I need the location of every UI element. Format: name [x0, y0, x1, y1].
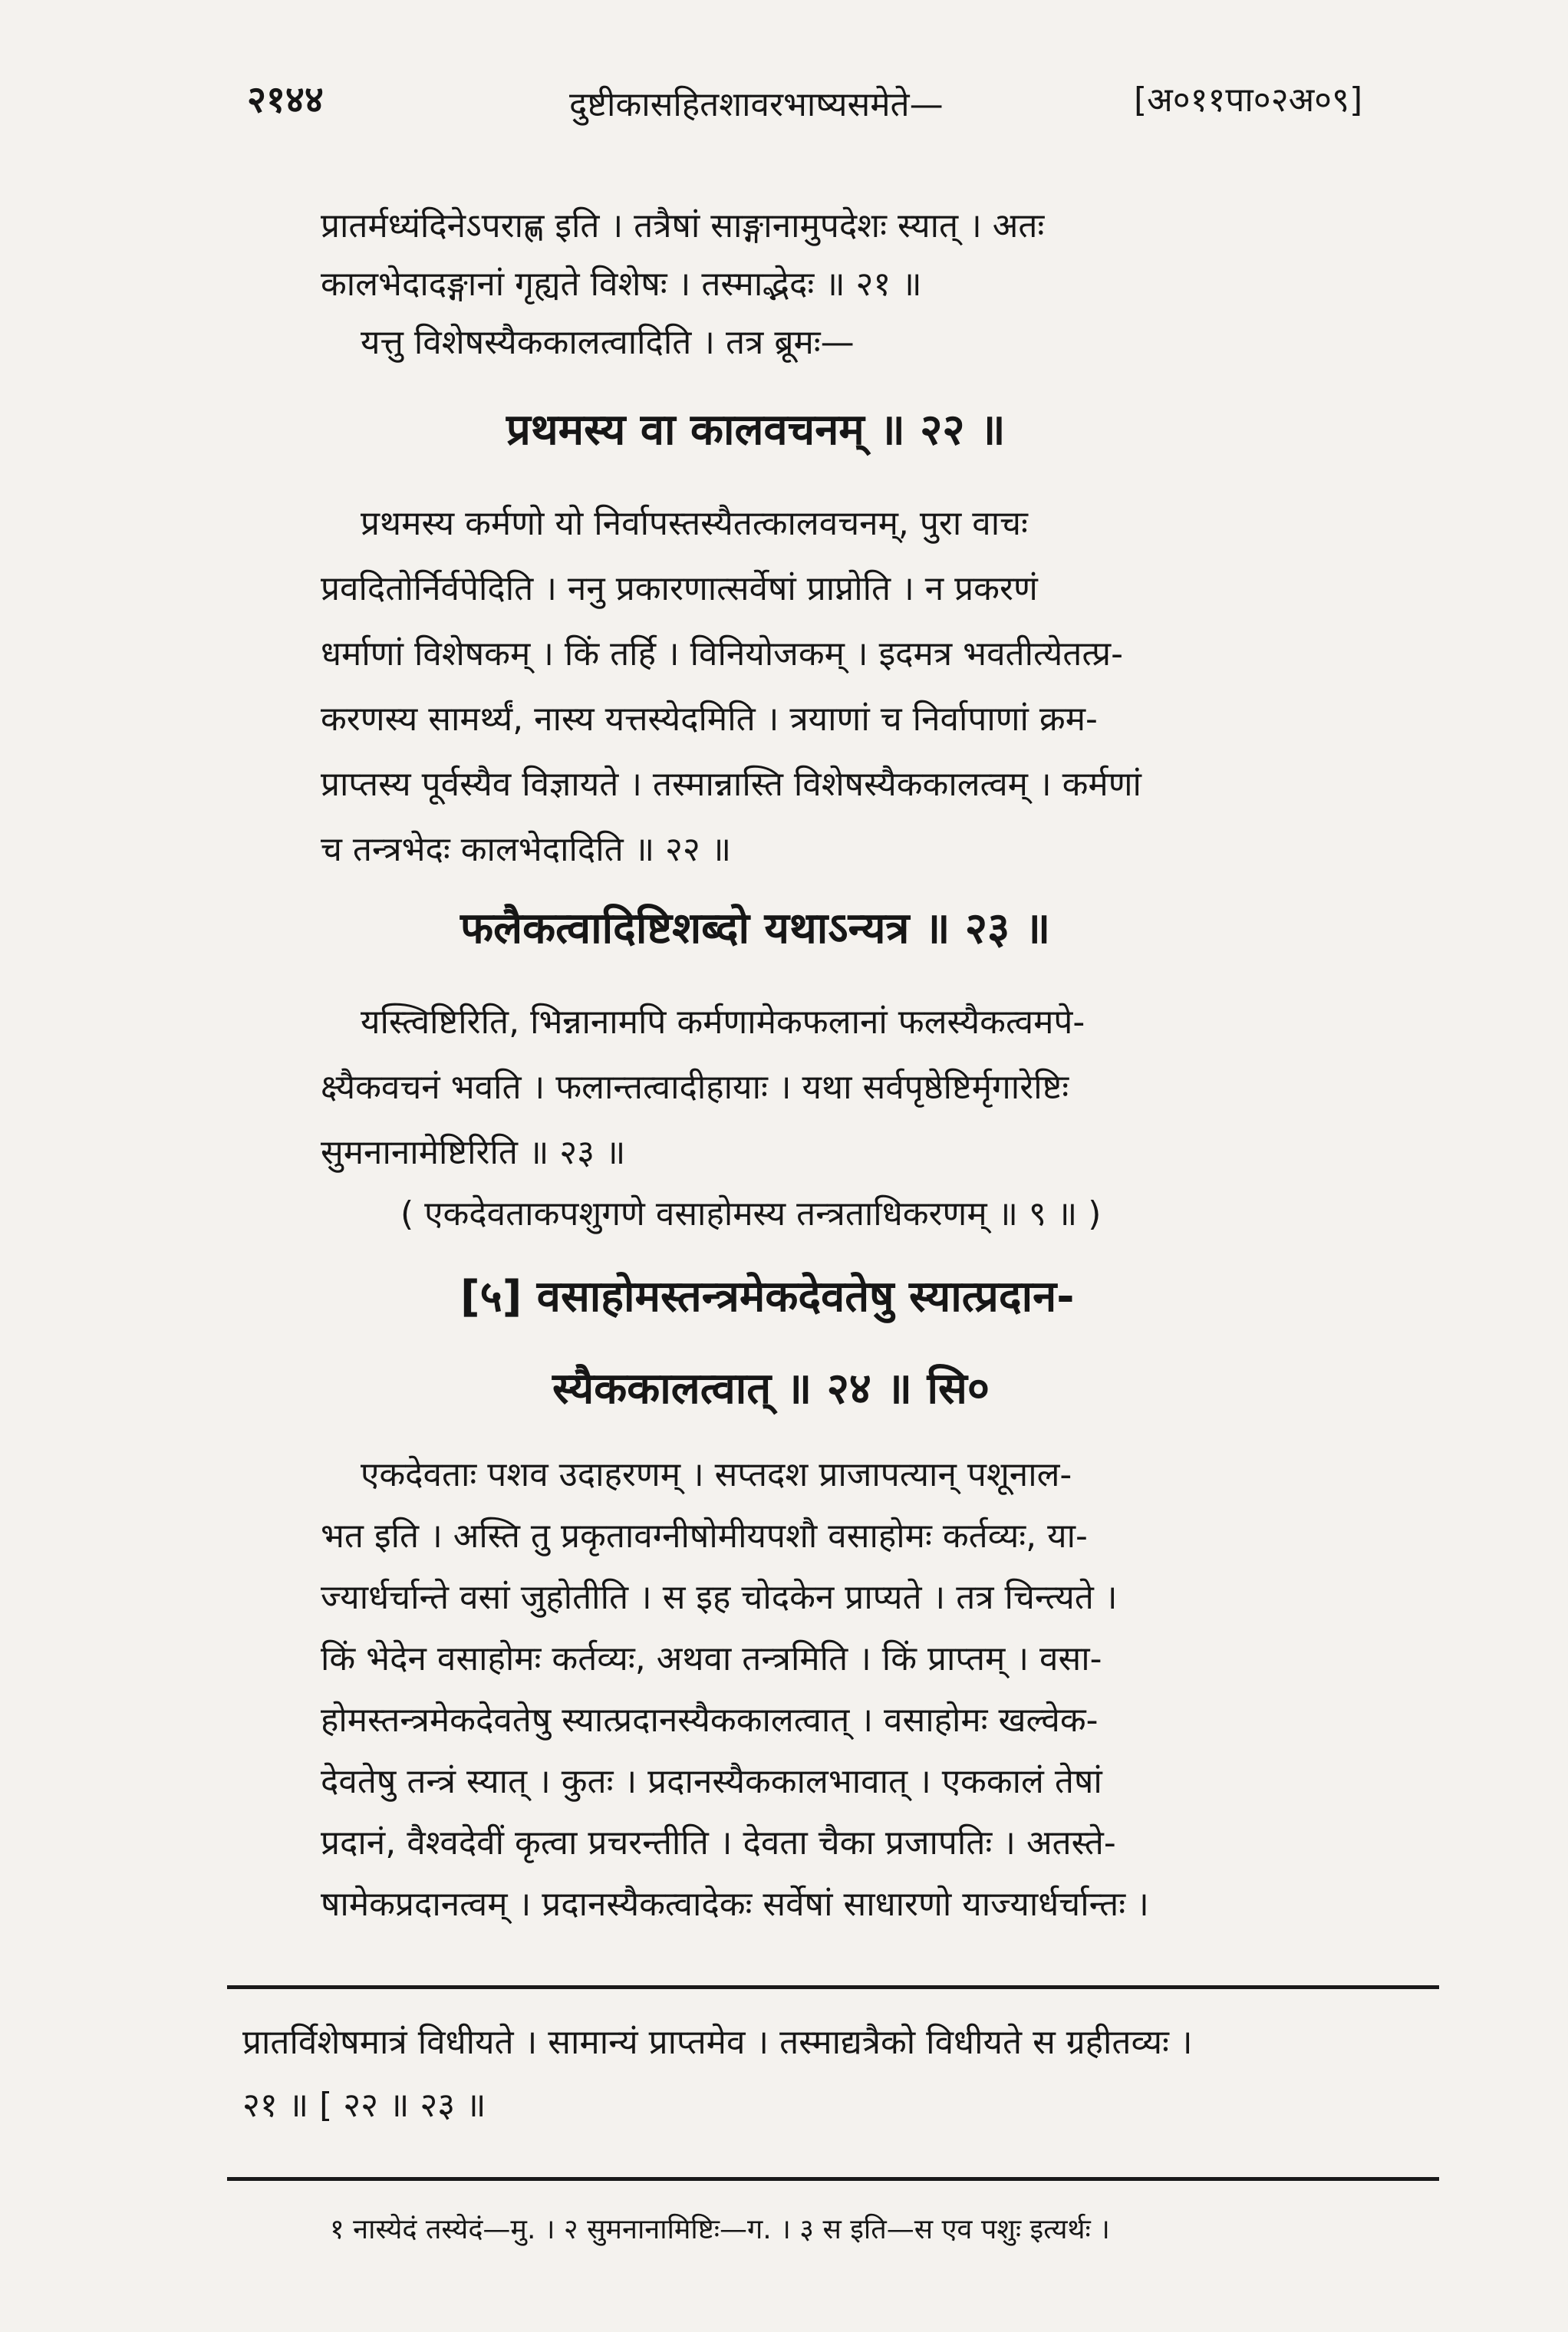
running-title: दुष्टीकासहितशावरभाष्यसमेते—: [569, 85, 944, 124]
text-line: किं भेदेन वसाहोमः कर्तव्यः, अथवा तन्त्रमिति । किं प्राप्तम् । वसा-: [321, 1639, 1102, 1678]
text-line: प्रवदितोर्निर्वपेदिति । ननु प्रकारणात्सर्वेषां प्राप्नोति । न प्रकरणं: [321, 569, 1038, 608]
section-reference: [अ०११पा०२अ०९]: [1134, 81, 1363, 120]
text-line: धर्माणां विशेषकम् । किं तर्हि । विनियोजकम् । इदमत्र भवतीत्येतत्प्र-: [321, 634, 1124, 674]
text-line: प्रातर्मध्यंदिनेऽपराह्ण इति । तत्रैषां साङ्गानामुपदेशः स्यात् । अतः: [321, 206, 1045, 245]
commentary-line: २१ ॥ [ २२ ॥ २३ ॥: [242, 2086, 486, 2125]
text-line: करणस्य सामर्थ्यं, नास्य यत्तस्येदमिति । त्रयाणां च निर्वापाणां क्रम-: [321, 700, 1098, 739]
text-line: प्रदानं, वैश्वदेवीं कृत्वा प्रचरन्तीति । देवता चैका प्रजापतिः । अतस्ते-: [321, 1823, 1116, 1863]
text-line: एकदेवताः पशव उदाहरणम् । सप्तदश प्राजापत्यान् पशूनाल-: [361, 1455, 1072, 1494]
sutra-heading: फलैकत्वादिष्टिशब्दो यथाऽन्यत्र ॥ २३ ॥: [460, 904, 1051, 954]
commentary-line: प्रातर्विशेषमात्रं विधीयते । सामान्यं प्राप्तमेव । तस्माद्यत्रैको विधीयते स ग्रहीतव्यः ।: [242, 2023, 1193, 2062]
text-line: यस्त्विष्टिरिति, भिन्नानामपि कर्मणामेकफलानां फलस्यैकत्वमपे-: [361, 1003, 1085, 1042]
divider: [227, 1985, 1439, 1989]
text-line: होमस्तन्त्रमेकदेवतेषु स्यात्प्रदानस्यैककालत्वात् । वसाहोमः खल्वेक-: [321, 1701, 1099, 1740]
sutra-heading: [५] वसाहोमस्तन्त्रमेकदेवतेषु स्यात्प्रदान-: [460, 1272, 1075, 1322]
footnote: १ नास्येदं तस्येदं—मु. । २ सुमनानामिष्टिः—ग. । ३ स इति—स एव पशुः इत्यर्थः ।: [330, 2214, 1110, 2245]
text-line: प्राप्तस्य पूर्वस्यैव विज्ञायते । तस्मान्नास्ति विशेषस्यैककालत्वम् । कर्मणां: [321, 765, 1141, 804]
text-line: सुमनानामेष्टिरिति ॥ २३ ॥: [321, 1133, 626, 1172]
adhikarana-title: ( एकदेवताकपशुगणे वसाहोमस्य तन्त्रताधिकरणम् ॥ ९ ॥ ): [400, 1194, 1102, 1234]
sutra-heading: प्रथमस्य वा कालवचनम् ॥ २२ ॥: [506, 405, 1006, 455]
text-line: ज्यार्धर्चान्ते वसां जुहोतीति । स इह चोदकेन प्राप्यते । तत्र चिन्त्यते ।: [321, 1578, 1118, 1617]
text-line: क्ष्यैकवचनं भवति । फलान्तत्वादीहायाः । यथा सर्वपृष्ठेष्टिर्मृगारेष्टिः: [321, 1068, 1069, 1107]
divider: [227, 2177, 1439, 2181]
page-number: २१४४: [247, 78, 324, 121]
text-line: षामेकप्रदानत्वम् । प्रदानस्यैकत्वादेकः सर्वेषां साधारणो याज्यार्धर्चान्तः ।: [321, 1885, 1149, 1924]
text-line: देवतेषु तन्त्रं स्यात् । कुतः । प्रदानस्यैककालभावात् । एककालं तेषां: [321, 1762, 1102, 1801]
text-line: च तन्त्रभेदः कालभेदादिति ॥ २२ ॥: [321, 830, 732, 869]
sutra-heading: स्यैककालत्वात् ॥ २४ ॥ सि०: [552, 1364, 990, 1414]
text-line: प्रथमस्य कर्मणो यो निर्वापस्तस्यैतत्कालवचनम्, पुरा वाचः: [361, 504, 1028, 543]
text-line: यत्तु विशेषस्यैककालत्वादिति । तत्र ब्रूमः—: [361, 323, 855, 362]
text-line: कालभेदादङ्गानां गृह्यते विशेषः । तस्माद्भेदः ॥ २१ ॥: [321, 265, 922, 304]
text-line: भत इति । अस्ति तु प्रकृतावग्नीषोमीयपशौ वसाहोमः कर्तव्यः, या-: [321, 1517, 1088, 1556]
